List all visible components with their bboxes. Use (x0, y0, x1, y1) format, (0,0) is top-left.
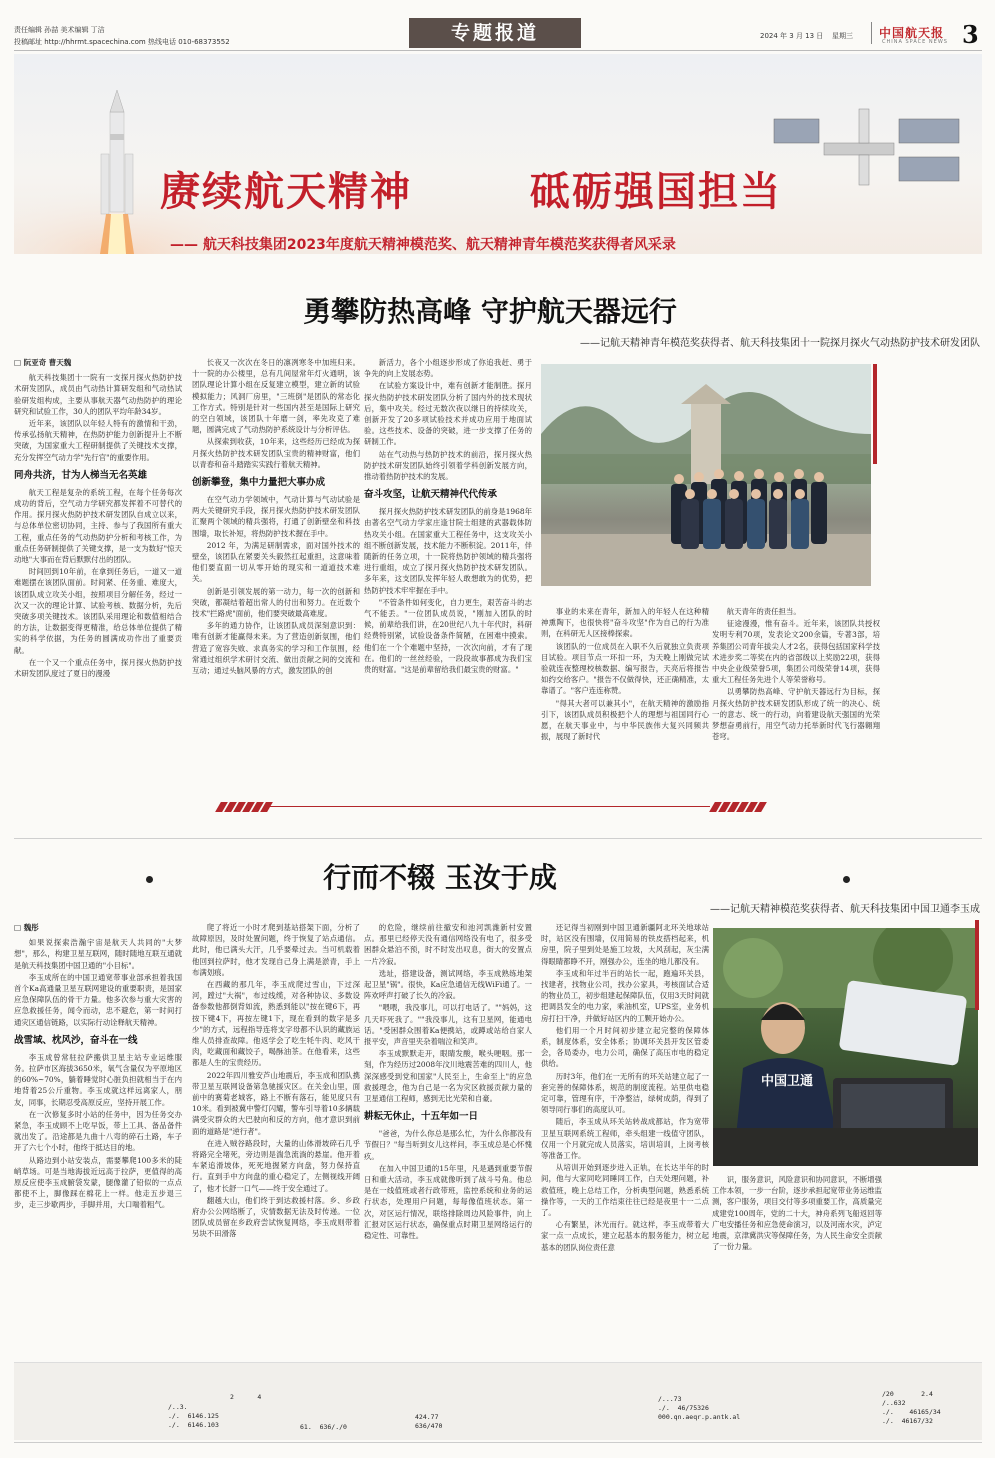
footer-block-4: /20 2.4 /..632 ./. 46165/34 ./. 46167/32 (882, 1390, 941, 1425)
footer-block-1: /..3. ./. 6146.125 ./. 6146.103 (168, 1403, 219, 1429)
article1-column-5 (712, 606, 880, 776)
article2-paragraph: 从路边到小站安装点，需要攀爬100多米的陡峭草场。可是当地海拔近远高于拉萨，更值得的高原反应使李玉成腑袋发蒙，腿像灌了铅似的一点点都使不上，脚像踩在棉花上一样。他走五步退三步，走三步歇两步，手脚并用，大口喘着粗气。 (14, 1155, 182, 1210)
article2-subtitle: ——记航天精神模范奖获得者、航天科技集团中国卫通李玉成 (710, 904, 980, 915)
portrait-photo-illustration (713, 928, 978, 1166)
article2-paragraph: 在西藏的那几年，李玉成爬过雪山，下过深河，蹚过"大祸"，布过线缆，对各种协议、多数设备参数他都倒背如流，熟悉到能以"按在键6下，再按下键4下，再按左键1下，现在看到的数字是多少"的方式，远程指导连将支字母都不认识的藏族运维人员排查故障。他返学会了吃生牦牛肉、吃风干肉，吃藏面和藏饺子，喝酥油茶。在他看来，这些都是人生的宝贵经历。 (192, 980, 360, 1068)
article2-paragraph: "喂喂，我没事儿，可以打电话了。""妈妈，这几天吓死我了。""我没事儿，这有卫星网，能通电话。"受困群众围着Ka便携站，或蹲或站给自家人报平安，声音里夹杂着喘泣和笑声。 (364, 1003, 532, 1047)
article1-paragraph: 在一个又一个重点任务中，探月探火热防护技术研发团队度过了夏日的漫漫 (14, 657, 182, 679)
banner (14, 54, 982, 254)
title-dot-left (146, 876, 153, 883)
article2-paragraph: 还记得当初刚到中国卫通新疆阿北环关地球站时，站区没有围墙，仅用简易的铁皮搭档起来，机房里，院子里到处是施工垃圾，大风刮起，灰尘满得眼睛都睁不开，刚强办公，连坐的地儿都没有。 (541, 923, 709, 966)
divider-line (270, 806, 710, 807)
article2-author: □ 魏彤 (14, 923, 39, 932)
paper-name: 中国航天报 (879, 26, 945, 40)
article2-title: 行而不辍 玉汝于成 (323, 861, 557, 894)
article2-paragraph: 在进入贼谷路段时，大量的山体滑坡碎石几乎将路完全堵死，旁边则是湍急流淌的悬崖。他开着车紧追滑坡体，死死地握紧方向盘，努力保持直行。直到手中方向盘的重心稳定了，左侧视线开阔了，他才长舒一口气——终于安全通过了。 (192, 1138, 360, 1193)
article1-paragraph: 该团队的一位成员在入职不久后就独立负责项目试验。项目节点一环扣一环，为天晚上刚做完试验就连夜整理校核数据、编写报告，天亮后将报告如约交给客户。"报告不仅做得快，还正确精准，太靠谱了。"客户连连称赞。 (541, 641, 709, 696)
article1-paragraph: 航天科技集团十一院有一支探月探火热防护技术研发团队，成员由气动热计算研发组和气动热试验研发组构成，主要从事航天器气动热防护的理论研究和试验工作，30人的团队平均年龄34岁。 (14, 373, 182, 416)
article1-paragraph: 航天青年的责任担当。 (726, 607, 801, 616)
masthead-contact: 投稿邮址 http://hhrmt.spacechina.com 热线电话 010-68373552 (14, 38, 230, 46)
article1-column-1 (14, 357, 182, 849)
article1-paragraph: 事业的未来在青年，新加入的年轻人在这种精神熏陶下，也很快将"奋斗攻坚"作为自己的行为准则，在科研无人区接棒探索。 (541, 607, 709, 639)
banner-subline: —— 航天科技集团2023年度航天精神模范奖、航天精神青年模范奖获得者风采录 (170, 237, 676, 253)
article1-paragraph: 在空气动力学领域中，气动计算与气动试验是两大关键研究手段，探月探火热防护技术研发团队汇聚两个领域的精兵强将，打通了创新壁垒和科技围墙，取长补短，将热防护技术握在手中。 (192, 495, 360, 538)
section-title: 专题报道 (409, 18, 581, 48)
article2-paragraph: 爬了将近一小时才爬到基站搭架下面，分析了故障原因，及时处置问题，终于恢复了站点通信。此时，他已满头大汗，几乎要晕过去。当可机载着他回到拉萨时，他才发现自己身上满是淤青，手上布满划痕。 (192, 923, 360, 977)
photo-logo-text: 中国卫通 (761, 1074, 814, 1089)
issue-weekday: 星期三 (832, 32, 853, 40)
article1-paragraph: 以勇攀防热高峰、守护航天器远行为目标，探月探火热防护技术研发团队形成了统一的决心、统一的意志、统一的行动，向着建设航天强国的光荣梦想奋勇前行，用空气动力托举新时代飞行器翱翔苍穹。 (712, 687, 880, 742)
portrait-accent-bar (975, 920, 979, 1010)
article2-paragraph: 如果说探索浩瀚宇宙是航天人共同的"大梦想"，那么，构建卫星互联网，随时随地互联互通就是航天科技集团中国卫通的"小目标"。 (14, 938, 182, 970)
article1-paragraph: 征途漫漫，惟有奋斗。近年来，该团队共授权发明专利70项，发表论文200余篇，专著3部，培养集团公司青年拔尖人才2名，获得包括国家科学技术进步奖二等奖在内的省部级以上奖励22项，获得中央企业级荣誉5项，集团公司级荣誉14项，获得重大工程任务先进个人等荣誉称号。 (712, 619, 880, 685)
banner-headline-right: 砥砺强国担当 (530, 168, 782, 215)
article1-paragraph: 站在气动热与热防护技术的前沿，探月探火热防护技术研发团队始终引领着学科创新发展方向，推动着热防护技术的发展。 (364, 449, 532, 482)
portrait-photo (713, 928, 978, 1166)
article2-paragraph: 选址，搭建设备，测试网络，李玉成熟练地架起卫星"锅"。很快，Ka应急通信无线WiFi通了。一阵欢呼声打破了长久的冷寂。 (364, 968, 532, 1001)
article2-column-4 (541, 922, 709, 1357)
footer-block-1-top: 2 4 (230, 1393, 262, 1401)
article2-paragraph: 历时3年，他们在一无所有的环关站建立起了一套完善的保障体系，规范的制度流程。站里供电稳定可靠，管理有序，干净整洁，绿树成荫，得到了领导同行事们的高度认可。 (541, 1071, 709, 1115)
article1-paragraph: 在试验方案设计中，难有创新才能制胜。探月探火热防护技术研发团队分析了国内外的技术现状后，集中攻关。经过无数次夜以继日的持续攻关，创新开发了20多项试验技术并成功应用于地面试验。这些技术、设备的突破，进一步支撑了任务的研制工作。 (364, 381, 532, 447)
article2-column-5 (712, 1174, 882, 1304)
team-photo-illustration (541, 364, 871, 586)
article1-paragraph: 探月探火热防护技术研发团队的前身是1968年由著名空气动力学家庄逢甘院士组建的武器载体防热攻关小组。在国家重大工程任务中，这支攻关小组不断创新发展，技术能力不断积淀。2011年，伴随新的任务立项，十一院将热防护领域的精兵强将进行重组，成立了探月探火热防护技术研发团队。多年来，这支团队发挥年轻人敢想敢为的优势，把热防护技术牢牢握在手中。 (364, 507, 532, 595)
article2-paragraph: 的危险，继续前往撤安和池河凯潍新村安置点。那里已经停天没有通信网络没有电了，很多受困群众悬泊不预，时不时发出叹息，街大的安置点一片冷寂。 (364, 923, 532, 966)
article2-paragraph: 2022年四川雅安芦山地震后，李玉成和团队携带卫星互联网设备第急驰援灾区。在关金山里，面前中的赛菊老城客，路上不断有落石，能见度只有10米。看到被冀中警灯闪耀，警车引导着10多辆载满受灾群众的大巴驶向和反的方向，他才意识到前面的道路是"逆行者"。 (192, 1070, 360, 1136)
footer-block-2: 424.77 636/470 (415, 1413, 443, 1430)
page-number: 3 (962, 20, 979, 49)
team-photo (541, 364, 871, 586)
title-dot-right (843, 876, 850, 883)
decorative-stripes-right (712, 802, 764, 812)
article2-paragraph: 识，服务意识，风险意识和协同意识，不断增强工作本领，一步一台阶，逐步承担起宽带业务运维监测，客户服务，项目交付等多项重要工作，高质量完成建党100周年，党的二十大，神舟系列飞船返回等广电安播任务和应急使命演习，以及河南水灾，泸定地震，京津冀洪灾等保障任务，为人民生命安全贡献了一份力量。 (712, 1175, 882, 1252)
article1-paragraph: 新活力，各个小组逐步形成了你追我赶、勇于争先的向上发展态势。 (364, 358, 532, 379)
article2-column-1 (14, 922, 182, 1357)
article2-column-3 (364, 922, 532, 1357)
article2-paragraph: "爸爸，为什么你总是那么忙，为什么你都没有节假日？"每当听到女儿这样问，李玉成总是心怀愧疚。 (364, 1129, 532, 1161)
article2-paragraph: 他们用一个月时间初步建立起完整的保障体系，制度体系，安全体系；协调环关县开发区管委会，各局委办，电力公司，确保了高压市电的稳定供给。 (541, 1025, 709, 1069)
article2-paragraph: 在加入中国卫通的15年里，凡是遇到重要节假日和重大活动，李玉成就像听到了战斗号角。他总是在一线值班或者行政带班，监控系统和业务的运行状态，处理用户问题，每每像值班状态。第一次，对区运行情况，联络排除周边风险事件，向上汇报对区运行状态，确保重点时期卫星网络运行的稳定性、可靠性。 (364, 1163, 532, 1241)
article2-paragraph: 心有繁星，沐光而行。就这样，李玉成带着大家一点一点成长，建立起基本的服务能力，树立起基本的团队岗位责任意 (541, 1220, 709, 1252)
article1-paragraph: 从探索到收获，10年来，这些经历已经成为探月探火热防护技术研发团队宝贵的精神财富，他们以青春和奋斗踏踏实实践行着航天精神。 (192, 437, 360, 469)
article1-subheading-3: 奋斗攻坚，让航天精神代代传承 (364, 489, 498, 501)
article1-paragraph: "得其大者可以兼其小"，在航天精神的激励指引下，该团队成员积极把个人的理想与祖国同行心愿，在航天事业中，与中华民族伟大复兴同频共振，展现了新时代 (541, 698, 709, 742)
masthead-editors: 责任编辑 孙喆 美术编辑 丁洁 (14, 26, 105, 34)
article2-column-2 (192, 922, 360, 1357)
article1-paragraph: "不管条件如何变化，自力更生，艰苦奋斗的志气不能丢。"一位团队成员说，"刚加入团队的时候，前辈给我们讲，在20世纪八九十年代时，科研经费特别紧，试验设备条件简陋，在困难中摸索。他们在一个个难题中坚持，一次次向前，才有了现在。他们的一丝丝经验，一段段故事都成为我们宝贵的财富。"这是前辈留给我们最宝贵的财富。" (364, 597, 532, 675)
article1-paragraph: 创新是引领发展的第一动力，每一次的创新和突破，都凝结着超出常人的付出和努力。在近数个技术"拦路虎"面前，他们要突破最高难度。 (192, 586, 360, 619)
article2-paragraph: 从培训开始到逐步进入正轨，在长达半年的时间，他与大家同吃同睡同工作，白天处理问题，补救值班，晚上总结工作，分析典型问题，熟悉系统操作等，一天的工作结束往往已经是夜里十一二点了。 (541, 1163, 709, 1218)
photo-accent-bar (873, 364, 877, 464)
paper-name-en: CHINA SPACE NEWS (882, 39, 948, 45)
article2-paragraph: 李玉成和年过半百的站长一起，跑遍环关县，找建者，找物业公司，找办公家具，考核面试合适的物业员工，初步组建起保障队伍，仅用3天时间就把调县发全的电力家，乘油机室，UPS室，业务机房打扫干净，并做好站区内的工颗开始办公。 (541, 968, 709, 1023)
article2-subheading-1: 战雪域、枕风沙，奋斗在一线 (14, 1034, 138, 1046)
decorative-stripes-left (218, 802, 270, 812)
article2-subheading-2: 耕耘无休止，十五年如一日 (364, 1111, 479, 1123)
footer-block-3: /...73 ./. 46/75326 000.qn.aeqr.p.antk.al (658, 1395, 741, 1421)
article1-author: □ 阮亚奇 曹天魏 (14, 358, 72, 367)
article1-title: 勇攀防热高峰 守护航天器远行 (303, 295, 677, 328)
article1-subheading-1: 同舟共济，甘为人梯当无名英雄 (14, 469, 148, 481)
article2-paragraph: 李玉成曾常驻拉萨搬供卫星主站专业运维服务。拉萨市区海拔3650米，氧气含量仅为平原地区的60%~70%，躺着睡觉时心脏负担就相当于在内地背着25公斤重物。李玉成就这样远离家人，朋友，同事，长期忍受高原反应，坚持开展工作。 (14, 1052, 182, 1107)
article1-subtitle: ——记航天精神青年模范奖获得者、航天科技集团十一院探月探火气动热防护技术研发团队 (580, 338, 980, 349)
article1-paragraph: 2012 年，为满足研制需求，面对国外技术的壁垒，该团队在紧要关头毅然扛起重担，这意味着他们要直面一切从零开始的现实和一道道技术难关。 (192, 540, 360, 584)
article2-paragraph: 李玉成默默走开，眼睛发酸，喉头哽咽。那一刻，作为经历过2008年汶川地震苦难的四川人，他深深感受到党和国家"人民至上，生命至上"的应急救援理念，他为自己是一名为灾区救援贡献力量的卫星通信工程师，感到无比光荣和自豪。 (364, 1049, 532, 1104)
article2-paragraph: 在一次修复多时小站的任务中，因为任务交办紧急，李玉成顾不上吃早饭，带上工具、备品备件就出发了。沿途都是九曲十八弯的碎石土路，车子开了六七个小时，他终于抵达目的地。 (14, 1109, 182, 1153)
article1-paragraph: 长夜又一次次在冬日的凛冽寒冬中加班归来。十一院的办公楼里，总有几间屋常年灯火通明，该团队理论计算小组在反复建立模型，建立新的试验模拟能力；风洞厂房里，"三班倒"是团队的常态化工作方式。特别是针对一些国内甚至是国际上研究的空白领域，该团队十年磨一剑，率先攻克了难题，圆满完成了气动热防护系统设计与分析评估。 (192, 358, 360, 435)
article2-paragraph: 随后，李玉成从环关站转战成都站，作为宽带卫星互联网系统工程师，牵头组建一线值守团队，仅用一个月就完成人员落实，培训培训，上岗考核等准备工作。 (541, 1117, 709, 1161)
footer-block-2-left: 61. 636/./0 (300, 1423, 347, 1431)
footer-area (14, 1362, 982, 1440)
article1-paragraph: 近年来，该团队以年轻人特有的激情和干劲，传承弘扬航天精神，在热防护能力创新提升上不断突破，为国家重大工程研制提供了关键技术支撑，充分发挥空气动力学"先行官"的重要作用。 (14, 419, 182, 462)
article2-paragraph: 翻越大山，他们终于到达救援村落。乡、乡政府办公公网络断了，灾情数据无法及时传递。一位团队成员留在乡政府尝试恢复网络，李玉成则带着另块不田滑落 (192, 1195, 360, 1239)
article1-column-2 (192, 357, 360, 849)
article1-paragraph: 多年的通力协作，让该团队成员深刻意识到：唯有创新才能赢得未来。为了营造创新氛围，他们营造了宽容失败、求真务实的学习和工作氛围，经常通过组织学术研讨交流、做出贡献之间的交流和互动；通过头脑风暴的方式，激发团队的创 (192, 621, 360, 676)
article1-paragraph: 时间回到10年前，在拿到任务后，一道又一道难题摆在该团队面前。时间紧、任务重、难度大，该团队成立攻关小组，按照项目分解任务，经过一次又一次的理论计算、试验考核、数据分析，先后突破多项关键技术。该团队采用理论和数值相结合的方法，让数据变得更精准，给总体单位提供了精实的科学依据，为任务的圆满成功作出了重要贡献。 (14, 567, 182, 655)
banner-headline-left: 赓续航天精神 (160, 168, 412, 215)
rocket-launch-illustration (14, 54, 982, 254)
article1-column-3 (364, 357, 532, 849)
space-station-illustration (774, 109, 959, 185)
issue-date: 2024 年 3 月 13 日 (760, 32, 824, 40)
article1-subheading-2: 创新攀登，集中力量把大事办成 (192, 477, 326, 489)
article2-paragraph: 李玉成所在的中国卫通宽带事业部承担着我国首个Ka高通量卫星互联网建设的重要职责，是国家应急保障队伍的骨干力量。他多次参与重大灾害的应急救援任务，闻令而动，忠不避危，第一时间打通灾区通信链路，以实际行动诠释航天精神。 (14, 972, 182, 1027)
article1-column-4 (541, 606, 709, 776)
article1-paragraph: 航天工程是复杂的系统工程，在每个任务每次成功的背后，空气动力学研究都发挥着不可替代的作用。探月探火热防护技术研发团队自成立以来，与总体单位密切协同，主持、参与了我国所有重大工程，重点任务的气动热防护分析和考核工作，为重点任务研制提供了关键支撑，是一支为数好"惊天动地"大事而在背后默默付出的团队。 (14, 487, 182, 565)
